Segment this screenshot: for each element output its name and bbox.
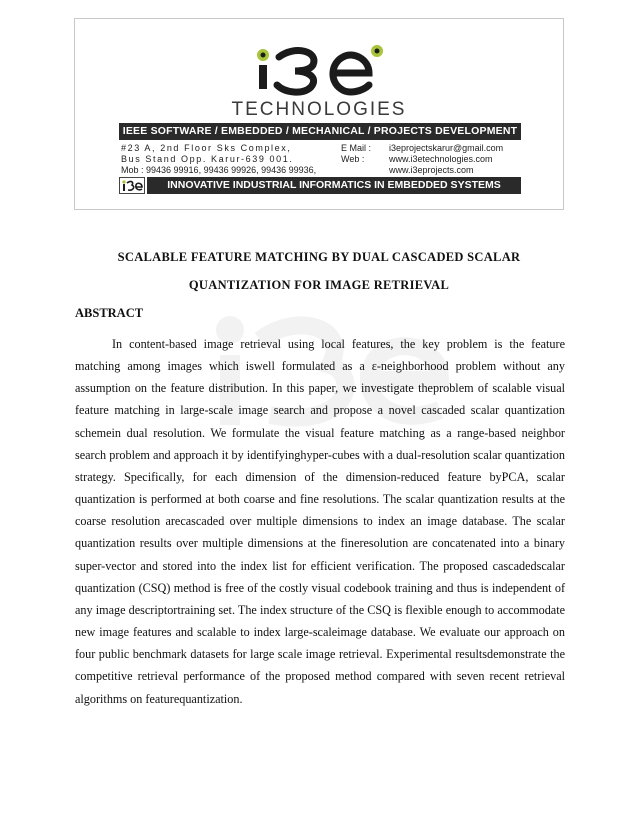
company-banner (74, 18, 564, 210)
web-row (341, 154, 503, 165)
paper-title-line-1: SCALABLE FEATURE MATCHING BY DUAL CASCADED SCALAR (117, 250, 521, 264)
web-label: Web : (341, 154, 365, 164)
abstract-heading: ABSTRACT (75, 306, 144, 320)
web-row-2 (341, 165, 503, 176)
paper-title-line-2: QUANTIZATION FOR IMAGE RETRIEVAL (188, 278, 450, 292)
contact-block (341, 143, 503, 176)
services-tagline: IEEE SOFTWARE / EMBEDDED / MECHANICAL / PROJECTS DEVELOPMENT (119, 123, 521, 140)
email-address[interactable]: i3eprojectskarur@gmail.com (389, 143, 504, 153)
bottom-tagline-row (119, 177, 521, 194)
email-label: E Mail : (341, 143, 372, 153)
mobile-numbers: Mob : 99436 99916, 99436 99926, 99436 99936, (121, 165, 317, 175)
address-block (121, 143, 316, 176)
address-line-1: #23 A, 2nd Floor Sks Complex, (121, 143, 292, 153)
i3e-logo-icon (235, 35, 405, 97)
website-1[interactable]: www.i3etechnologies.com (389, 154, 493, 164)
website-2[interactable]: www.i3eprojects.com (389, 165, 474, 175)
abstract-paragraph: In content-based image retrieval using local features, the key problem is the feature matching among images which iswell formulated as a ε-neighborhood problem without any assumption on the feature distribution. In this paper, we investigate theproblem of scalable visual feature matching in large-scale image search and propose a novel cascaded scalar quantization schemein dual resolution. We formulate the visual feature matching as a range-based neighbor search problem and approach it by identifyinghyper-cubes with a dual-resolution scalar quantization strategy. Specifically, for each dimension of the dimension-reduced feature byPCA, scalar quantization is performed at both coarse and fine resolutions. The scalar quantization results at the coarse resolution arecascaded over multiple dimensions to index an image database. The scalar quantization results over multiple dimensions at the fineresolution are concatenated into a binary super-vector and stored into the index list for efficient verification. The proposed cascadedscalar quantization (CSQ) method is free of the costly visual codebook training and thus is independent of any image descriptortraining set. The index structure of the CSQ is flexible enough to accommodate new image features and scalable to index large-scaleimage database. We evaluate our approach on four public benchmark datasets for large scale image retrieval. Experimental resultsdemonstrate the competitive retrieval performance of the proposed method compared with seven recent retrieval algorithms on featurequantization. (75, 337, 565, 706)
brand-name: TECHNOLOGIES (231, 99, 407, 120)
address-line-2: Bus Stand Opp. Karur-639 001. (121, 154, 294, 164)
email-row (341, 143, 503, 154)
i3e-mini-logo-icon (119, 177, 145, 194)
logo-area (75, 29, 563, 129)
bottom-tagline: INNOVATIVE INDUSTRIAL INFORMATICS IN EMBEDDED SYSTEMS (147, 177, 521, 194)
